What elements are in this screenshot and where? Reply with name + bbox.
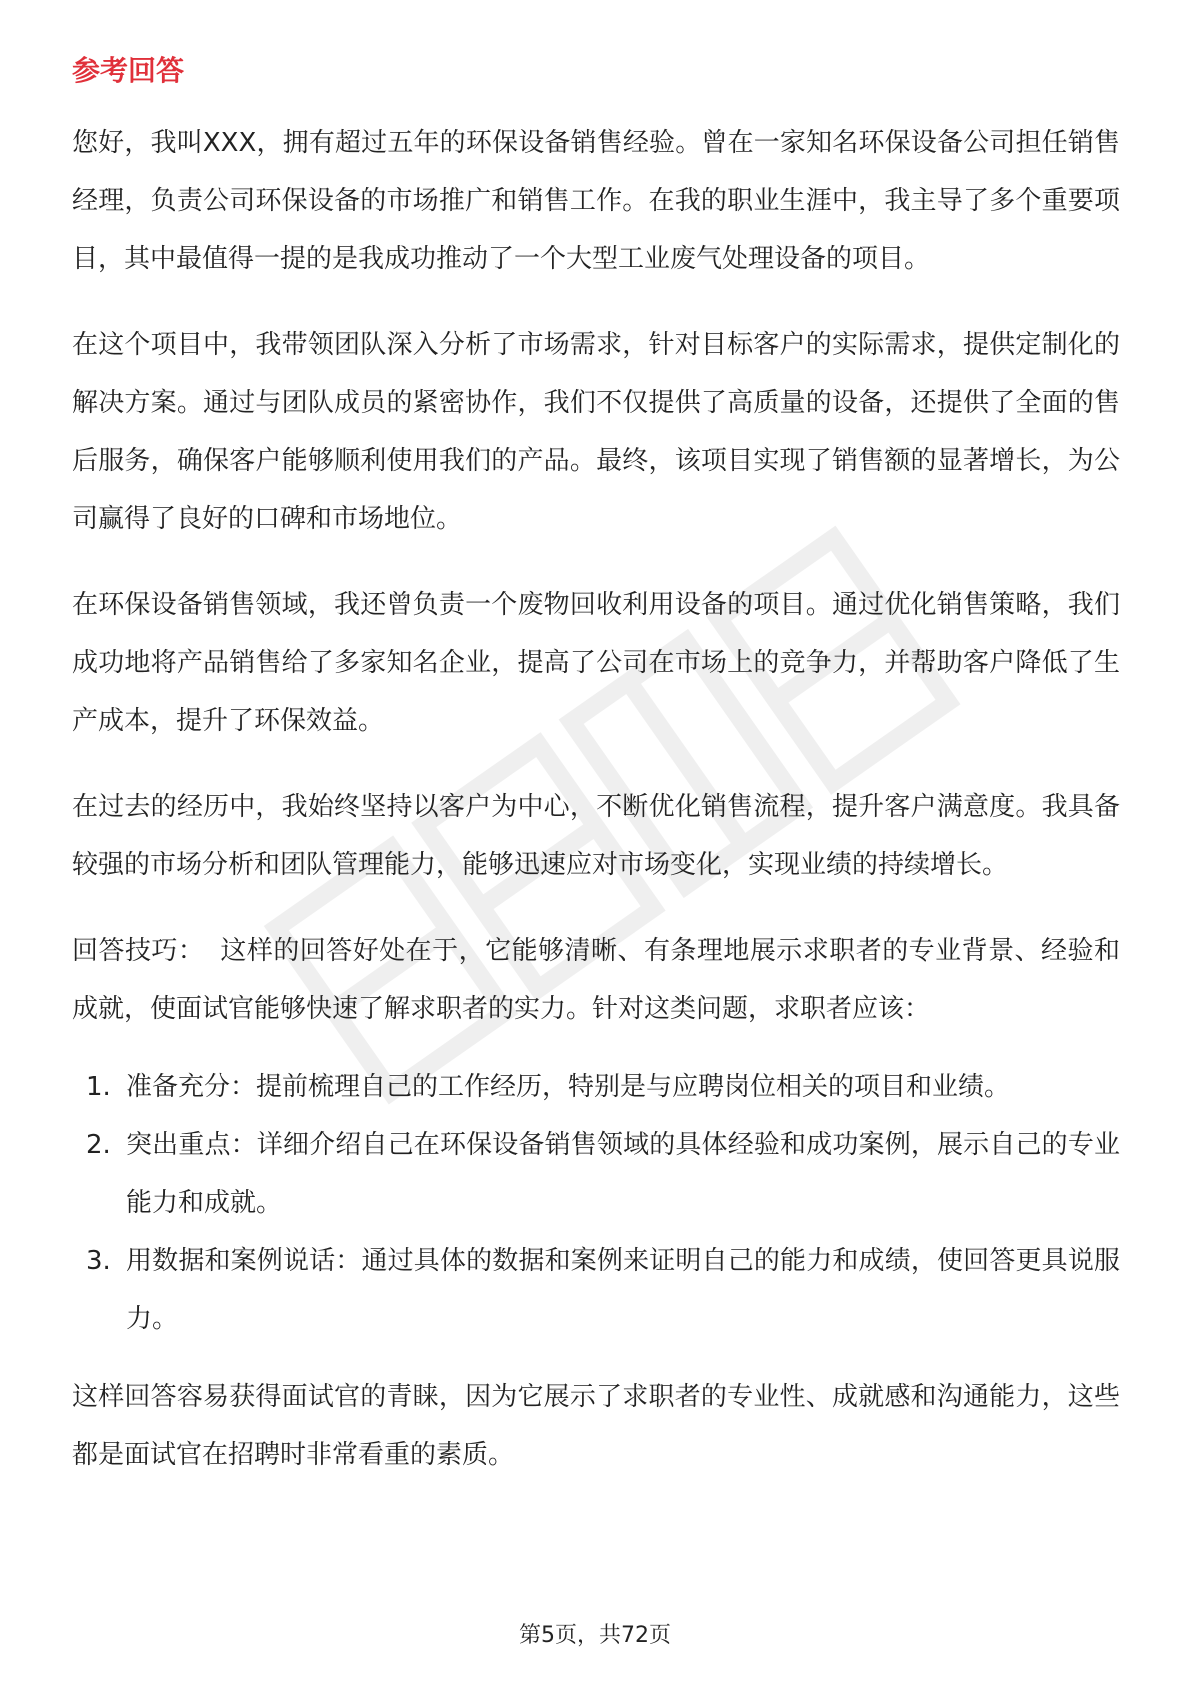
page-number-footer: 第5页，共72页: [519, 1623, 671, 1648]
tips-text: 这样的回答好处在于，它能够清晰、有条理地展示求职者的专业背景、经验和成就，使面试官能够快速了解求职者的实力。针对这类问题，求职者应该：: [72, 936, 1120, 1024]
list-item-number: 1.: [86, 1072, 111, 1102]
answer-paragraph-4: 在过去的经历中，我始终坚持以客户为中心，不断优化销售流程，提升客户满意度。我具备较强的市场分析和团队管理能力，能够迅速应对市场变化，实现业绩的持续增长。: [72, 792, 1120, 880]
answer-paragraph-2: 在这个项目中，我带领团队深入分析了市场需求，针对目标客户的实际需求，提供定制化的解决方案。通过与团队成员的紧密协作，我们不仅提供了高质量的设备，还提供了全面的售后服务，确保客户能够顺利使用我们的产品。最终，该项目实现了销售额的显著增长，为公司赢得了良好的口碑和市场地位。: [72, 330, 1120, 534]
list-item: [72, 1058, 1120, 1116]
list-item-text: 突出重点：详细介绍自己在环保设备销售领域的具体经验和成功案例，展示自己的专业能力和成就。: [126, 1130, 1120, 1218]
list-item: [72, 1116, 1120, 1232]
tips-label: 回答技巧：: [72, 936, 205, 966]
tips-paragraph: [72, 922, 1120, 1038]
main-content: [72, 48, 1120, 1484]
list-item-number: 2.: [86, 1130, 111, 1160]
list-item-text: 用数据和案例说话：通过具体的数据和案例来证明自己的能力和成绩，使回答更具说服力。: [126, 1246, 1120, 1334]
list-item-number: 3.: [86, 1246, 111, 1276]
section-title: 参考回答: [72, 54, 185, 87]
closing-paragraph: 这样回答容易获得面试官的青睐，因为它展示了求职者的专业性、成就感和沟通能力，这些都是面试官在招聘时非常看重的素质。: [72, 1382, 1120, 1470]
list-item-text: 准备充分：提前梳理自己的工作经历，特别是与应聘岗位相关的项目和业绩。: [126, 1072, 1011, 1102]
list-item: [72, 1232, 1120, 1348]
answer-paragraph-3: 在环保设备销售领域，我还曾负责一个废物回收利用设备的项目。通过优化销售策略，我们成功地将产品销售给了多家知名企业，提高了公司在市场上的竞争力，并帮助客户降低了生产成本，提升了环保效益。: [72, 590, 1120, 736]
tips-list: [72, 1058, 1120, 1348]
answer-paragraph-1: 您好，我叫XXX，拥有超过五年的环保设备销售经验。曾在一家知名环保设备公司担任销售经理，负责公司环保设备的市场推广和销售工作。在我的职业生涯中，我主导了多个重要项目，其中最值得一提的是我成功推动了一个大型工业废气处理设备的项目。: [72, 128, 1120, 274]
